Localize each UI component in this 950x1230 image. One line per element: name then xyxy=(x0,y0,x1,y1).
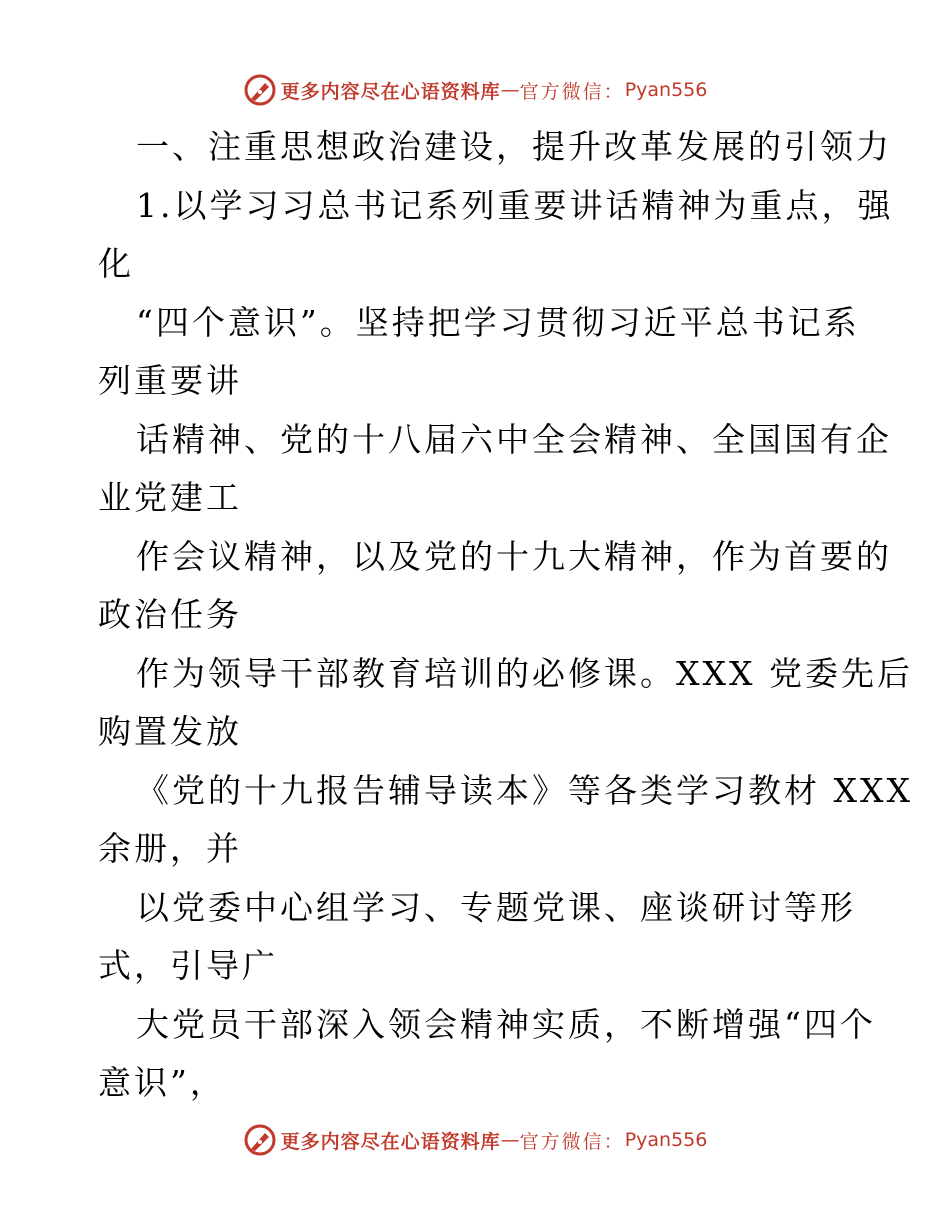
text-line: 化 xyxy=(98,244,134,283)
watermark-wechat-id: Pyan556 xyxy=(624,1129,708,1151)
text-line: 作为领导干部教育培训的必修课。XXX 党委先后 xyxy=(136,653,913,693)
text-line: 《党的十九报告辅导读本》等各类学习教材 XXX xyxy=(136,770,913,810)
text-line: 以党委中心组学习、专题党课、座谈研讨等形 xyxy=(136,887,856,927)
text-line: “四个意识”。坚持把学习贯彻习近平总书记系 xyxy=(136,302,860,342)
watermark-wechat-id: Pyan556 xyxy=(624,79,708,101)
text-line: 意识”， xyxy=(98,1063,226,1102)
text-line: 一、注重思想政治建设，提升改革发展的引领力 xyxy=(136,127,892,166)
text-line: 式，引导广 xyxy=(98,946,278,985)
text-line: 业党建工 xyxy=(98,478,242,517)
text-line: 话精神、党的十八届六中全会精神、全国国有企 xyxy=(136,419,892,459)
watermark-text: 更多内容尽在心语资料库 xyxy=(280,1130,501,1153)
pen-nib-logo-icon xyxy=(243,1123,277,1157)
text-line: 余册，并 xyxy=(98,829,242,868)
text-line: 作会议精神，以及党的十九大精神，作为首要的 xyxy=(136,536,892,576)
watermark-official-label: 官方微信： xyxy=(519,80,625,103)
text-line: 1.以学习习总书记系列重要讲话精神为重点，强 xyxy=(136,185,894,225)
pen-nib-logo-icon xyxy=(243,73,277,107)
watermark-header xyxy=(0,70,950,110)
watermark-official-label: 官方微信： xyxy=(519,1130,625,1153)
text-line: 购置发放 xyxy=(98,712,242,751)
watermark-dash: — xyxy=(500,1129,520,1151)
watermark-dash: — xyxy=(500,79,520,101)
text-line: 列重要讲 xyxy=(98,361,242,400)
text-line: 大党员干部深入领会精神实质，不断增强“四个 xyxy=(136,1004,876,1044)
watermark-footer xyxy=(0,1120,950,1160)
document-body xyxy=(98,118,913,1113)
text-line: 政治任务 xyxy=(98,595,242,634)
watermark-text: 更多内容尽在心语资料库 xyxy=(280,80,501,103)
